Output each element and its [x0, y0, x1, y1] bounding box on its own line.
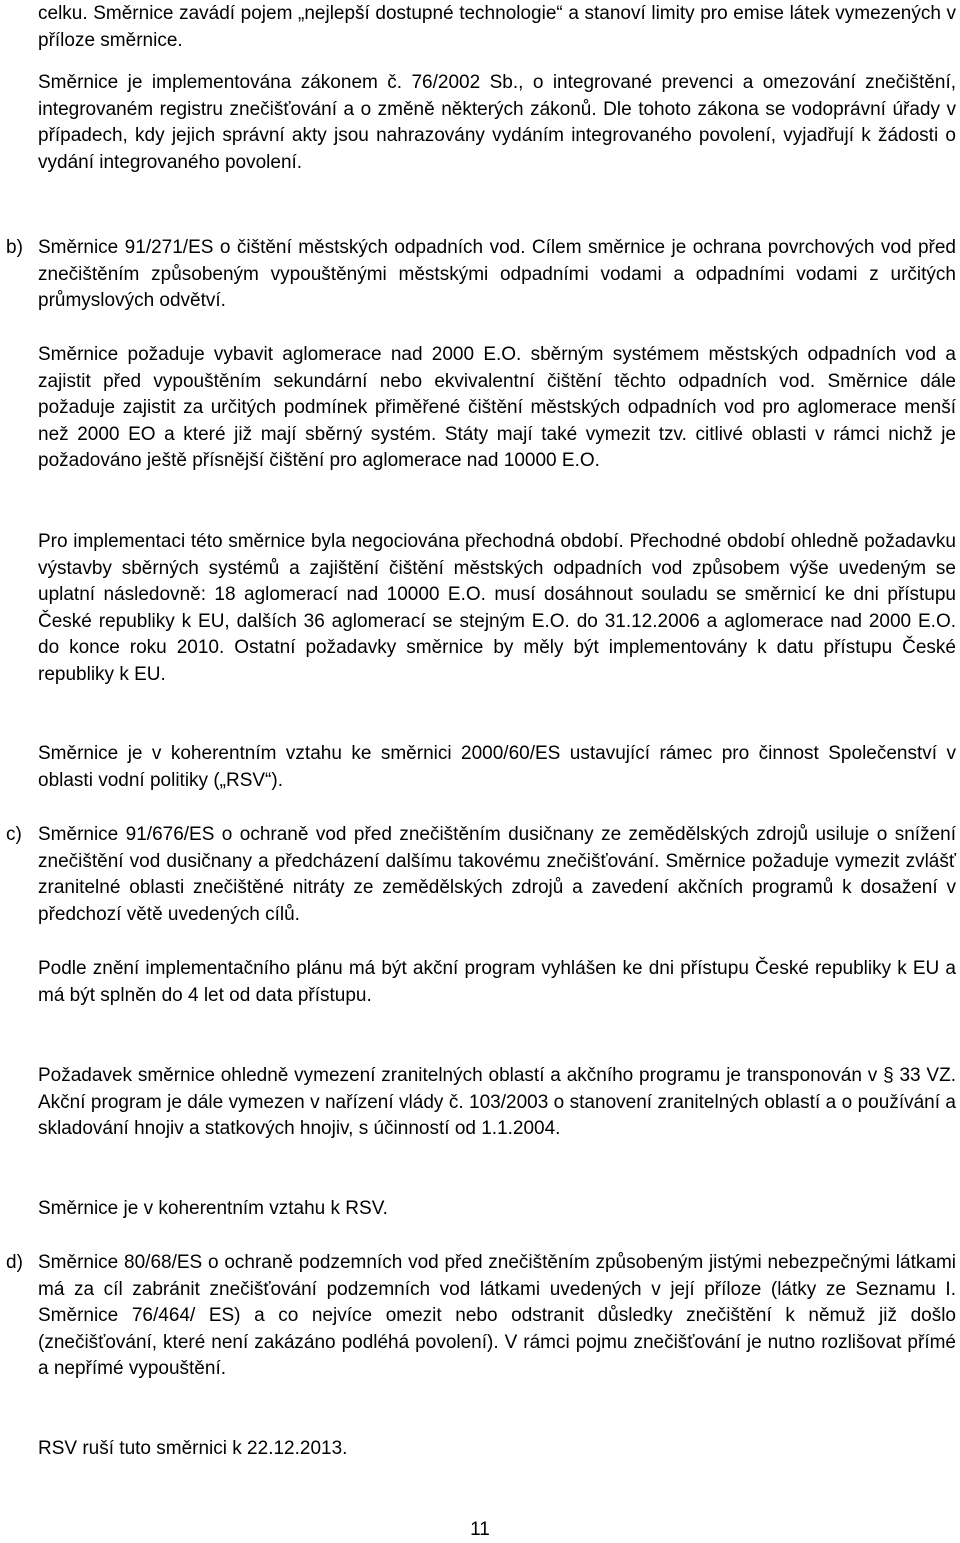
paragraph-aglomerace: Směrnice požaduje vybavit aglomerace nad 2000 E.O. sběrným systémem městských odpadních vod a zajistit před vypouštěním sekundární nebo ekvivalentní čištění těchto odpadních vod. Směrnice dále požaduje zajistit za určitých podmínek přiměřené čištění městských odpadních vod pro aglomerace menší než 2000 EO a které již mají sběrný systém. Státy mají také vymezit tzv. citlivé oblasti v rámci nichž je požadováno ještě přísnější čištění pro aglomerace nad 10000 E.O.	[38, 344, 956, 471]
item-label-b: b)	[6, 237, 23, 258]
item-label-c: c)	[6, 824, 22, 845]
paragraph-transposition: Požadavek směrnice ohledně vymezení zranitelných oblastí a akčního programu je transponován v § 33 VZ. Akční program je dále vymezen v nařízení vlády č. 103/2003 o stanovení zranitelných oblastí a o používání a skladování hnojiv a statkových hnojiv, s účinností od 1.1.2004.	[38, 1065, 956, 1139]
paragraph-action-program: Podle znění implementačního plánu má být akční program vyhlášen ke dni přístupu České republiky k EU a má být splněn do 4 let od data přístupu.	[38, 958, 956, 1006]
paragraph-directive-91-271: Směrnice 91/271/ES o čištění městských odpadních vod. Cílem směrnice je ochrana povrchových vod před znečištěním způsobeným vypouštěnými městskými odpadními vodami a odpadními vodami z určitých průmyslových odvětví.	[38, 237, 956, 311]
paragraph-implementation: Směrnice je implementována zákonem č. 76/2002 Sb., o integrované prevenci a omezování znečištění, integrovaném registru znečišťování a o změně některých zákonů. Dle tohoto zákona se vodoprávní úřady v případech, kdy jejich správní akty jsou nahrazovány vydáním integrovaného povolení, vyjadřují k žádosti o vydání integrovaného povolení.	[38, 72, 956, 173]
paragraph-directive-91-676: Směrnice 91/676/ES o ochraně vod před znečištěním dusičnany ze zemědělských zdrojů usiluje o snížení znečištění vod dusičnany a předcházení dalšímu takovému znečišťování. Směrnice požaduje vymezit zvlášť zranitelné oblasti znečištěné nitráty ze zemědělských zdrojů a zavedení akčních programů k dosažení v předchozí větě uvedených cílů.	[38, 824, 956, 925]
paragraph-coherence-rsv-short: Směrnice je v koherentním vztahu k RSV.	[38, 1198, 388, 1219]
item-label-d: d)	[6, 1252, 23, 1273]
page-number: 11	[470, 1519, 490, 1540]
paragraph-directive-80-68: Směrnice 80/68/ES o ochraně podzemních vod před znečištěním způsobeným jistými nebezpečnými látkami má za cíl zabránit znečišťování podzemních vod látkami uvedených v její příloze (látky ze Seznamu I. Směrnice 76/464/ ES) a co nejvíce omezit nebo odstranit důsledky znečištění k němuž již došlo (znečišťování, které není zakázáno podléhá povolení). V rámci pojmu znečišťování je nutno rozlišovat přímé a nepřímé vypouštění.	[38, 1252, 956, 1379]
paragraph-coherence-rsv: Směrnice je v koherentním vztahu ke směrnici 2000/60/ES ustavující rámec pro činnost Společenství v oblasti vodní politiky („RSV“).	[38, 743, 956, 791]
paragraph-transition: Pro implementaci této směrnice byla negociována přechodná období. Přechodné období ohledně požadavku výstavby sběrných systémů a zajištění čištění městských odpadních vod způsobem výše uvedeným se uplatní následovně: 18 aglomerací nad 10000 E.O. musí dosáhnout souladu se směrnicí ke dni přístupu České republiky k EU, dalších 36 aglomerací se stejným E.O. do 31.12.2006 a aglomerace nad 2000 E.O. do konce roku 2010. Ostatní požadavky směrnice by měly být implementovány k datu přístupu České republiky k EU.	[38, 531, 956, 685]
paragraph-intro: celku. Směrnice zavádí pojem „nejlepší dostupné technologie“ a stanoví limity pro emise látek vymezených v příloze směrnice.	[38, 3, 956, 51]
paragraph-rsv-repeal: RSV ruší tuto směrnici k 22.12.2013.	[38, 1438, 348, 1459]
